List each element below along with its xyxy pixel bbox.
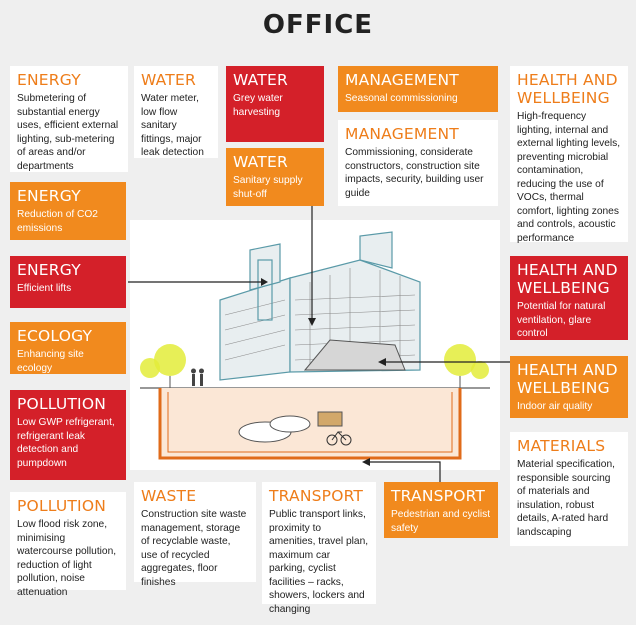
health-ventilation-box bbox=[510, 256, 628, 340]
energy-lifts-box bbox=[10, 256, 126, 308]
ecology-box bbox=[10, 322, 126, 374]
box-heading: ENERGY bbox=[17, 261, 81, 279]
materials-box bbox=[510, 432, 628, 546]
water-grey-harvesting-box bbox=[226, 66, 324, 142]
box-body: Efficient lifts bbox=[17, 283, 72, 294]
box-heading: MATERIALS bbox=[517, 437, 606, 455]
box-heading: ENERGY bbox=[17, 71, 81, 89]
box-body: Reduction of CO2 emissions bbox=[17, 209, 98, 234]
box-body: Sanitary supply shut-off bbox=[233, 175, 303, 200]
waste-box bbox=[134, 482, 256, 588]
box-heading: TRANSPORT bbox=[391, 487, 486, 505]
box-body: Enhancing site ecology bbox=[17, 349, 84, 374]
box-heading: WATER bbox=[233, 153, 288, 171]
box-heading: ECOLOGY bbox=[17, 327, 93, 345]
energy-submetering-box bbox=[10, 66, 128, 172]
recycling-bin bbox=[318, 412, 342, 426]
health-air-quality-box bbox=[510, 356, 628, 418]
box-heading: ENERGY bbox=[17, 187, 81, 205]
building-sketch bbox=[130, 220, 500, 470]
health-lighting-box bbox=[510, 66, 628, 242]
management-commissioning-box bbox=[338, 120, 498, 206]
box-heading: HEALTH AND WELLBEING bbox=[517, 361, 618, 397]
box-body: Material specification, responsible sourcing of materials and insulation, robust details, A-rated hard landscaping bbox=[517, 459, 615, 538]
page-title: OFFICE bbox=[262, 10, 374, 40]
box-heading: MANAGEMENT bbox=[345, 125, 459, 143]
pollution-refrigerant-box bbox=[10, 390, 126, 480]
management-seasonal-box bbox=[338, 66, 498, 112]
box-body: High-frequency lighting, internal and external lighting levels, preventing microbial contamination, reducing the use of VOCs, thermal comfort, lighting zones and controls, acoustic performance bbox=[517, 111, 621, 244]
box-body: Indoor air quality bbox=[517, 401, 593, 412]
energy-co2-box bbox=[10, 182, 126, 240]
box-body: Public transport links, proximity to amenities, travel plan, maximum car parking, cyclist facilities – racks, showers, lockers and changing bbox=[269, 509, 369, 615]
transport-links-box bbox=[262, 482, 376, 615]
box-heading: WATER bbox=[233, 71, 288, 89]
box-heading: POLLUTION bbox=[17, 395, 107, 413]
box-body: Water meter, low flow sanitary fittings, major leak detection bbox=[141, 93, 204, 158]
box-heading: WATER bbox=[141, 71, 196, 89]
box-heading: POLLUTION bbox=[17, 497, 107, 515]
box-body: Commissioning, considerate constructors, construction site impacts, security, building user guide bbox=[345, 147, 484, 199]
box-body: Construction site waste management, storage of recyclable waste, use of recycled aggregates, floor finishes bbox=[141, 509, 247, 588]
box-body: Pedestrian and cyclist safety bbox=[391, 509, 491, 534]
box-heading: HEALTH AND WELLBEING bbox=[517, 71, 618, 107]
box-body: Submetering of substantial energy uses, efficient external lighting, sub-metering of areas and/or departments bbox=[17, 93, 119, 172]
transport-safety-box bbox=[384, 482, 498, 538]
water-meter-box bbox=[134, 66, 218, 158]
box-body: Low GWP refrigerant, refrigerant leak detection and pumpdown bbox=[17, 417, 115, 469]
box-body: Seasonal commissioning bbox=[345, 93, 458, 104]
water-sanitary-box bbox=[226, 148, 324, 206]
box-heading: WASTE bbox=[141, 487, 197, 505]
box-body: Grey water harvesting bbox=[233, 93, 283, 118]
box-heading: HEALTH AND WELLBEING bbox=[517, 261, 618, 297]
box-heading: TRANSPORT bbox=[269, 487, 364, 505]
box-body: Low flood risk zone, minimising watercourse pollution, reduction of light pollution, noise attenuation bbox=[17, 519, 117, 598]
pollution-flood-box bbox=[10, 492, 126, 598]
box-body: Potential for natural ventilation, glare control bbox=[517, 301, 606, 339]
box-heading: MANAGEMENT bbox=[345, 71, 459, 89]
